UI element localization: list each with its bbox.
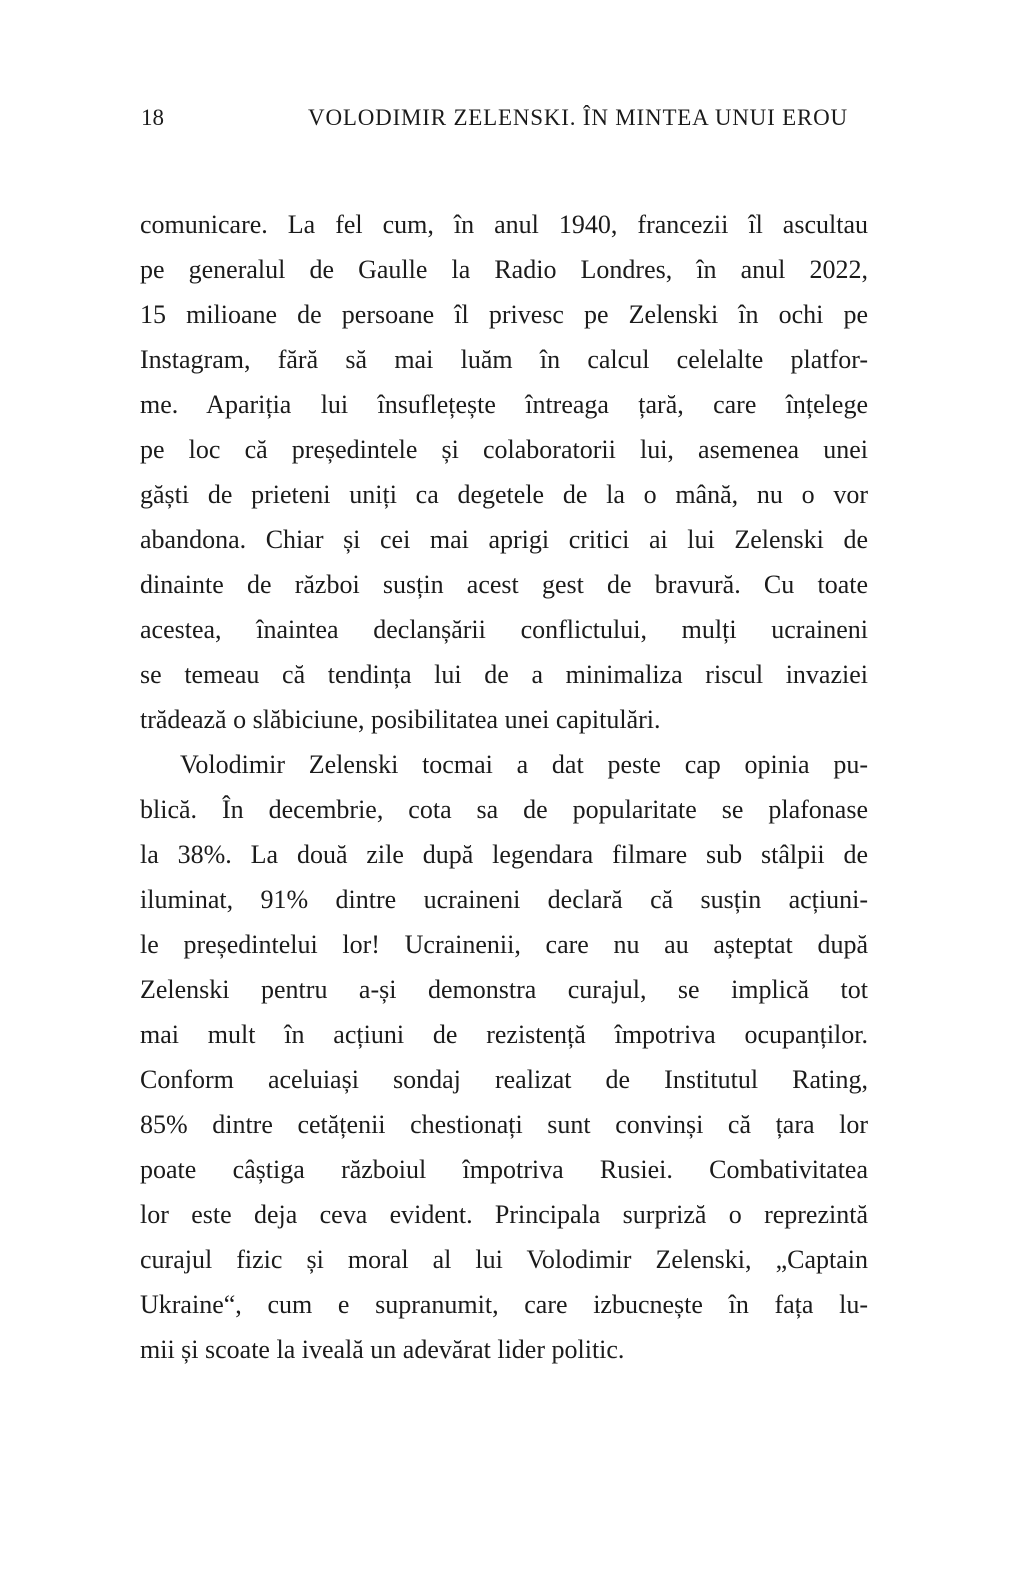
- text-line: pe generalul de Gaulle la Radio Londres, în anul 2022,: [140, 255, 868, 284]
- text-line: abandona. Chiar și cei mai aprigi critici ai lui Zelenski de: [140, 525, 868, 554]
- text-line: comunicare. La fel cum, în anul 1940, francezii îl ascultau: [140, 210, 868, 239]
- text-line: blică. În decembrie, cota sa de popularitate se plafonase: [140, 795, 868, 824]
- text-line: iluminat, 91% dintre ucraineni declară că susțin acțiuni-: [140, 885, 868, 914]
- text-line: dinainte de război susțin acest gest de bravură. Cu toate: [140, 570, 868, 599]
- text-line: mii și scoate la iveală un adevărat lider politic.: [140, 1335, 625, 1364]
- text-line: me. Apariția lui însuflețește întreaga țară, care înțelege: [140, 390, 868, 419]
- text-line: lor este deja ceva evident. Principala surpriză o reprezintă: [140, 1200, 868, 1229]
- text-line: le președintelui lor! Ucrainenii, care nu au așteptat după: [140, 930, 868, 959]
- text-line: Zelenski pentru a-și demonstra curajul, se implică tot: [140, 975, 868, 1004]
- paragraph: [140, 202, 868, 742]
- running-title: VOLODIMIR ZELENSKI. ÎN MINTEA UNUI EROU: [308, 105, 848, 130]
- text-line: la 38%. La două zile după legendara filmare sub stâlpii de: [140, 840, 868, 869]
- text-line: acestea, înaintea declanșării conflictului, mulți ucraineni: [140, 615, 868, 644]
- text-line: curajul fizic și moral al lui Volodimir Zelenski, „Captain: [140, 1245, 868, 1274]
- paragraph: [140, 742, 868, 1372]
- text-line: 85% dintre cetățenii chestionați sunt convinși că țara lor: [140, 1110, 868, 1139]
- text-line: mai mult în acțiuni de rezistență împotriva ocupanților.: [140, 1020, 868, 1049]
- text-line: găști de prieteni uniți ca degetele de la o mână, nu o vor: [140, 480, 868, 509]
- text-line: Instagram, fără să mai luăm în calcul celelalte platfor-: [140, 345, 868, 374]
- text-line: Conform aceluiași sondaj realizat de Institutul Rating,: [140, 1065, 868, 1094]
- page-header: [0, 106, 1024, 136]
- text-line: Volodimir Zelenski tocmai a dat peste cap opinia pu-: [180, 750, 868, 779]
- text-line: se temeau că tendința lui de a minimaliza riscul invaziei: [140, 660, 868, 689]
- text-line: pe loc că președintele și colaboratorii lui, asemenea unei: [140, 435, 868, 464]
- page-number: 18: [141, 105, 164, 130]
- text-line: poate câștiga războiul împotriva Rusiei. Combativitatea: [140, 1155, 868, 1184]
- text-line: 15 milioane de persoane îl privesc pe Zelenski în ochi pe: [140, 300, 868, 329]
- text-block: [140, 202, 868, 1372]
- text-line: Ukraine“, cum e supranumit, care izbucnește în fața lu-: [140, 1290, 868, 1319]
- text-line: trădează o slăbiciune, posibilitatea unei capitulări.: [140, 705, 661, 734]
